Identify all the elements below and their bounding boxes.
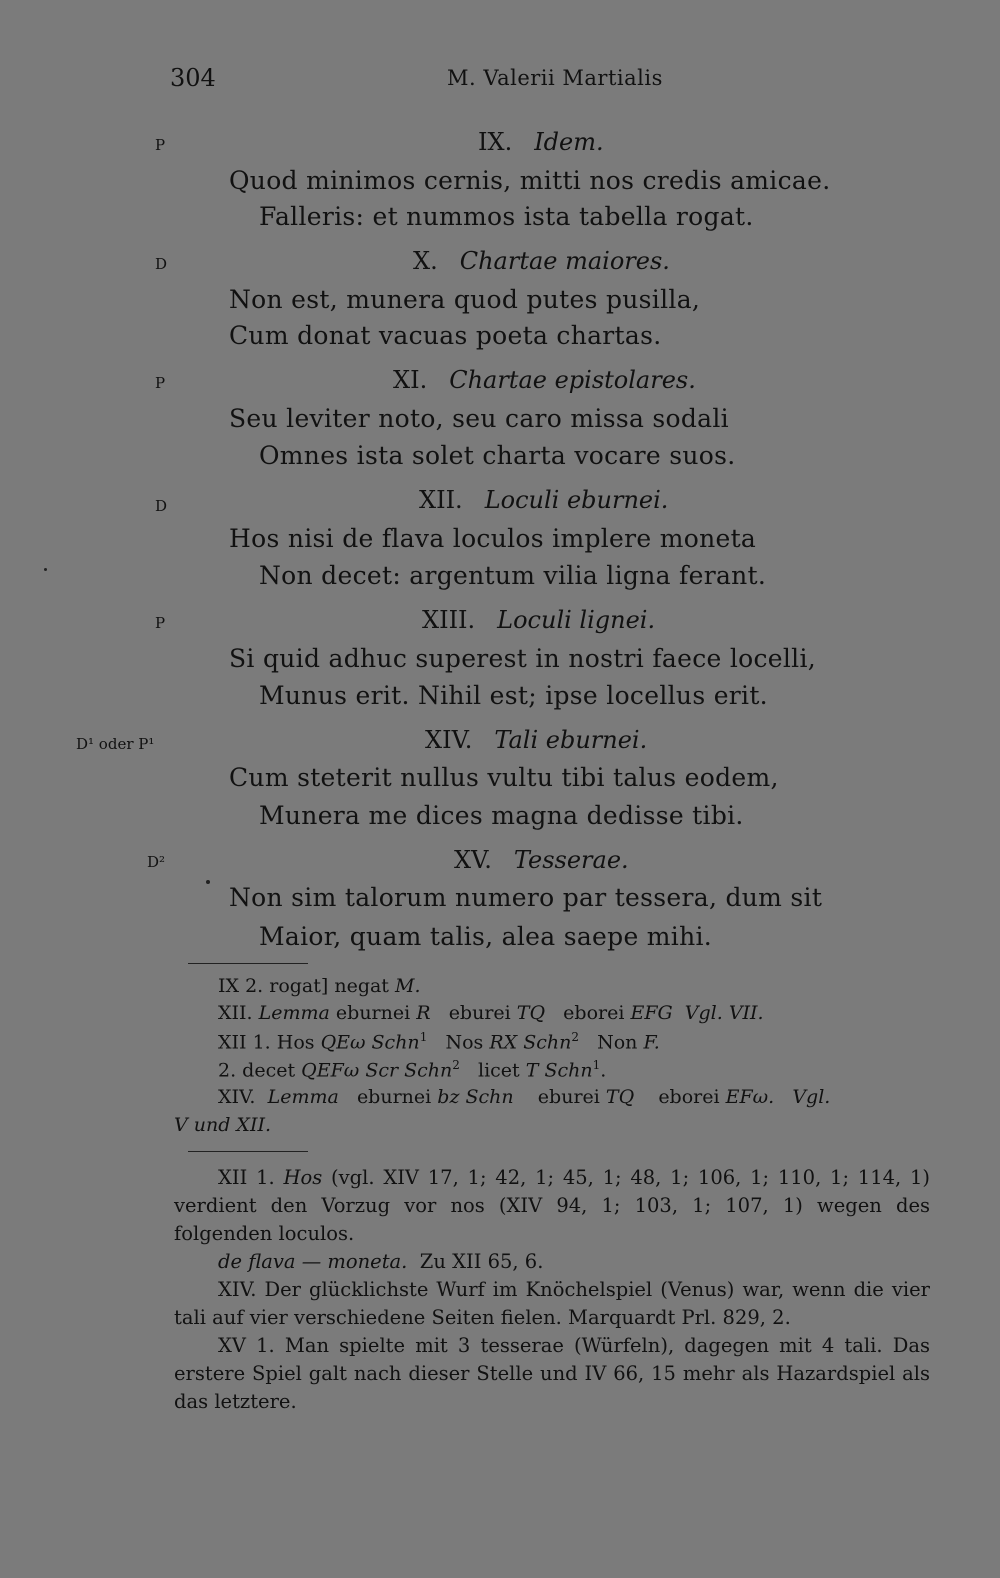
manuscript-siglum: D² bbox=[147, 853, 166, 871]
poem-title: Chartae maiores. bbox=[459, 247, 670, 275]
commentary-paragraph: XV 1. Man spielte mit 3 tesserae (Würfeln), dagegen mit 4 tali. Das erstere Spiel galt nach dieser Stelle und IV 66, 15 mehr als Hazardspiel als das letztere. bbox=[174, 1334, 930, 1413]
manuscript-siglum: P bbox=[155, 374, 166, 392]
poem-title: Idem. bbox=[534, 128, 604, 156]
apparatus-note: IX 2. rogat] negat M. bbox=[218, 975, 421, 997]
poem-title: Loculi lignei. bbox=[497, 606, 656, 634]
page-number: 304 bbox=[170, 64, 216, 92]
apparatus-note: 2. decet QEFω Scr Schn$^2$ licet T Schn$^1$. bbox=[218, 1058, 607, 1082]
print-speck bbox=[44, 568, 47, 571]
apparatus-rule bbox=[188, 963, 308, 964]
apparatus-note: XII 1. Hos QEω Schn$^1$ Nos RX Schn$^2$ Non F. bbox=[218, 1030, 660, 1054]
print-speck bbox=[206, 880, 210, 884]
poem-heading bbox=[393, 366, 696, 394]
commentary-rule bbox=[188, 1151, 308, 1152]
poem-numeral: IX. bbox=[478, 128, 513, 156]
commentary-paragraph: XII 1. Hos (vgl. XIV 17, 1; 42, 1; 45, 1; 48, 1; 106, 1; 110, 1; 114, 1) verdient den Vorzug vor nos (XIV 94, 1; 103, 1; 107, 1) wegen des folgenden loculos. bbox=[174, 1166, 931, 1245]
apparatus-note: XII. Lemma eburnei R eburei TQ eborei EFG Vgl. VII. bbox=[218, 1002, 764, 1024]
verse-line: Si quid adhuc superest in nostri faece locelli, bbox=[229, 644, 817, 673]
verse-line: Hos nisi de flava loculos implere moneta bbox=[229, 524, 757, 553]
verse-line: Quod minimos cernis, mitti nos credis amicae. bbox=[229, 166, 831, 195]
apparatus-note: XIV. Lemma eburnei bz Schn eburei TQ eborei EFω. Vgl. bbox=[218, 1086, 831, 1108]
verse-line: Cum steterit nullus vultu tibi talus eodem, bbox=[229, 763, 779, 792]
verse-line: Non sim talorum numero par tessera, dum sit bbox=[229, 883, 823, 912]
poem-numeral: XIII. bbox=[422, 606, 476, 634]
manuscript-siglum: D bbox=[155, 497, 168, 515]
running-title: M. Valerii Martialis bbox=[447, 66, 663, 90]
verse-line: Maior, quam talis, alea saepe mihi. bbox=[259, 922, 713, 951]
poem-title: Tali eburnei. bbox=[494, 726, 648, 754]
manuscript-siglum: P bbox=[155, 614, 166, 632]
poem-numeral: XI. bbox=[393, 366, 428, 394]
commentary-paragraph: de flava — moneta. Zu XII 65, 6. bbox=[218, 1250, 544, 1273]
poem-heading bbox=[478, 128, 604, 156]
poem-title: Chartae epistolares. bbox=[449, 366, 696, 394]
verse-line: Non est, munera quod putes pusilla, bbox=[229, 285, 701, 314]
poem-numeral: XII. bbox=[419, 486, 463, 514]
commentary bbox=[174, 1164, 930, 1416]
poem-numeral: X. bbox=[413, 247, 438, 275]
verse-line: Cum donat vacuas poeta chartas. bbox=[229, 321, 662, 350]
verse-line: Omnes ista solet charta vocare suos. bbox=[259, 441, 736, 470]
poem-numeral: XIV. bbox=[425, 726, 473, 754]
poem-heading bbox=[454, 846, 629, 874]
apparatus-note: V und XII. bbox=[174, 1114, 272, 1136]
verse-line: Munus erit. Nihil est; ipse locellus erit. bbox=[259, 681, 768, 710]
poem-heading bbox=[422, 606, 655, 634]
manuscript-siglum: D¹ oder P¹ bbox=[76, 735, 155, 753]
verse-line: Falleris: et nummos ista tabella rogat. bbox=[259, 202, 754, 231]
poem-title: Tesserae. bbox=[513, 846, 629, 874]
poem-title: Loculi eburnei. bbox=[484, 486, 669, 514]
verse-line: Non decet: argentum vilia ligna ferant. bbox=[259, 561, 767, 590]
commentary-paragraph: XIV. Der glücklichste Wurf im Knöchelspiel (Venus) war, wenn die vier tali auf vier verschiedene Seiten fielen. Marquardt Prl. 829, 2. bbox=[174, 1278, 930, 1329]
verse-line: Seu leviter noto, seu caro missa sodali bbox=[229, 404, 729, 433]
manuscript-siglum: D bbox=[155, 255, 168, 273]
manuscript-siglum: P bbox=[155, 136, 166, 154]
poem-numeral: XV. bbox=[454, 846, 492, 874]
poem-heading bbox=[413, 247, 670, 275]
verse-line: Munera me dices magna dedisse tibi. bbox=[259, 801, 744, 830]
poem-heading bbox=[419, 486, 668, 514]
poem-heading bbox=[425, 726, 647, 754]
